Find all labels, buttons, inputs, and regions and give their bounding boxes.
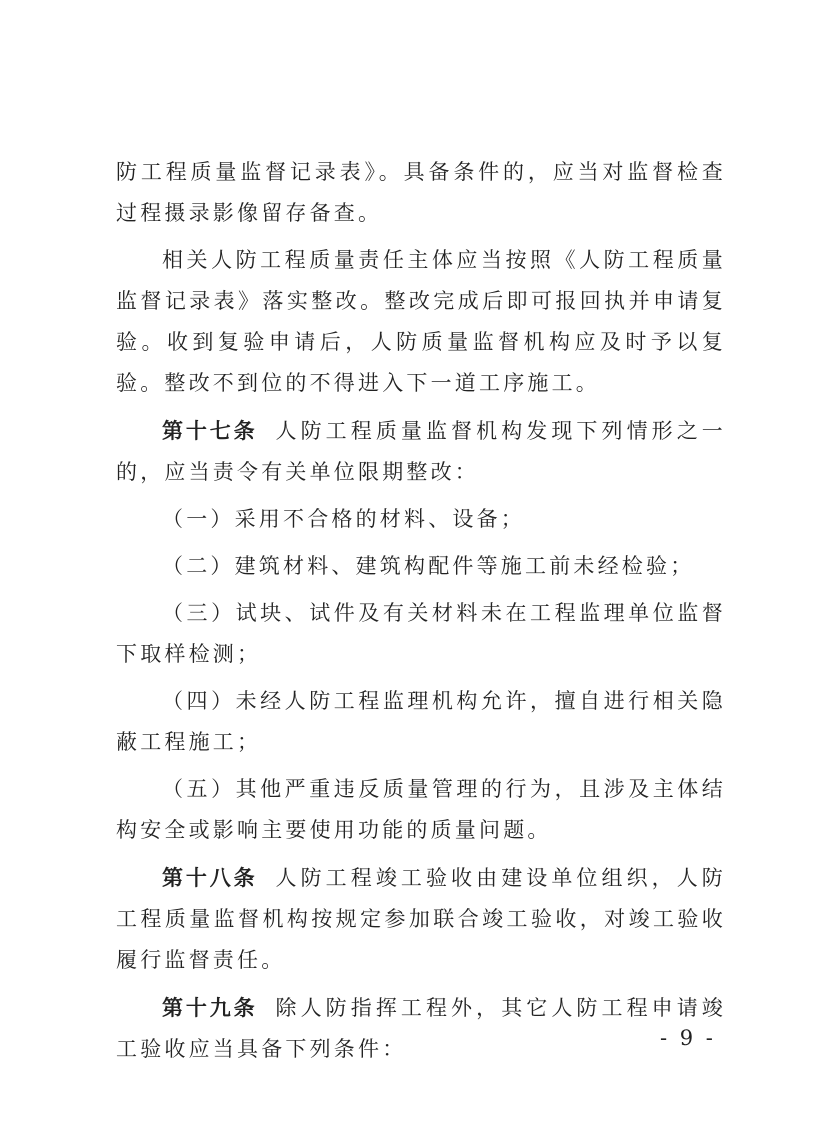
paragraph-text: （二）建筑材料、建筑构配件等施工前未经检验； xyxy=(162,554,695,578)
article-17 xyxy=(116,410,726,493)
paragraph-text: （四）未经人防工程监理机构允许，擅自进行相关隐蔽工程施工； xyxy=(116,689,726,754)
paragraph-text: 防工程质量监督记录表》。具备条件的，应当对监督检查过程摄录影像留存备查。 xyxy=(116,160,726,225)
paragraph-text: （一）采用不合格的材料、设备； xyxy=(162,507,525,531)
article-heading: 第十九条 xyxy=(162,995,258,1020)
paragraph-text: 相关人防工程质量责任主体应当按照《人防工程质量监督记录表》落实整改。整改完成后即可报回执并申请复验。收到复验申请后，人防质量监督机构应及时予以复验。整改不到位的不得进入下一道工序施工。 xyxy=(116,248,726,395)
article-heading: 第十八条 xyxy=(162,865,258,890)
list-item xyxy=(116,546,726,587)
paragraph xyxy=(116,152,726,234)
article-19 xyxy=(116,987,726,1070)
list-item xyxy=(116,681,726,763)
article-18 xyxy=(116,857,726,981)
paragraph-text: 人防工程竣工验收由建设单位组织，人防工程质量监督机构按规定参加联合竣工验收，对竣工验收履行监督责任。 xyxy=(116,866,727,972)
paragraph-text: （五）其他严重违反质量管理的行为，且涉及主体结构安全或影响主要使用功能的质量问题。 xyxy=(116,777,726,842)
paragraph-text: 除人防指挥工程外，其它人防工程申请竣工验收应当具备下列条件： xyxy=(116,996,727,1061)
paragraph-text: （三）试块、试件及有关材料未在工程监理单位监督下取样检测； xyxy=(116,601,726,666)
paragraph-text: 人防工程质量监督机构发现下列情形之一的，应当责令有关单位限期整改： xyxy=(116,419,727,484)
list-item xyxy=(116,499,726,540)
list-item xyxy=(116,769,726,851)
document-body xyxy=(116,152,726,1070)
paragraph xyxy=(116,240,726,404)
list-item xyxy=(116,593,726,675)
page-number: - 9 - xyxy=(660,1026,716,1050)
article-heading: 第十七条 xyxy=(162,418,258,443)
